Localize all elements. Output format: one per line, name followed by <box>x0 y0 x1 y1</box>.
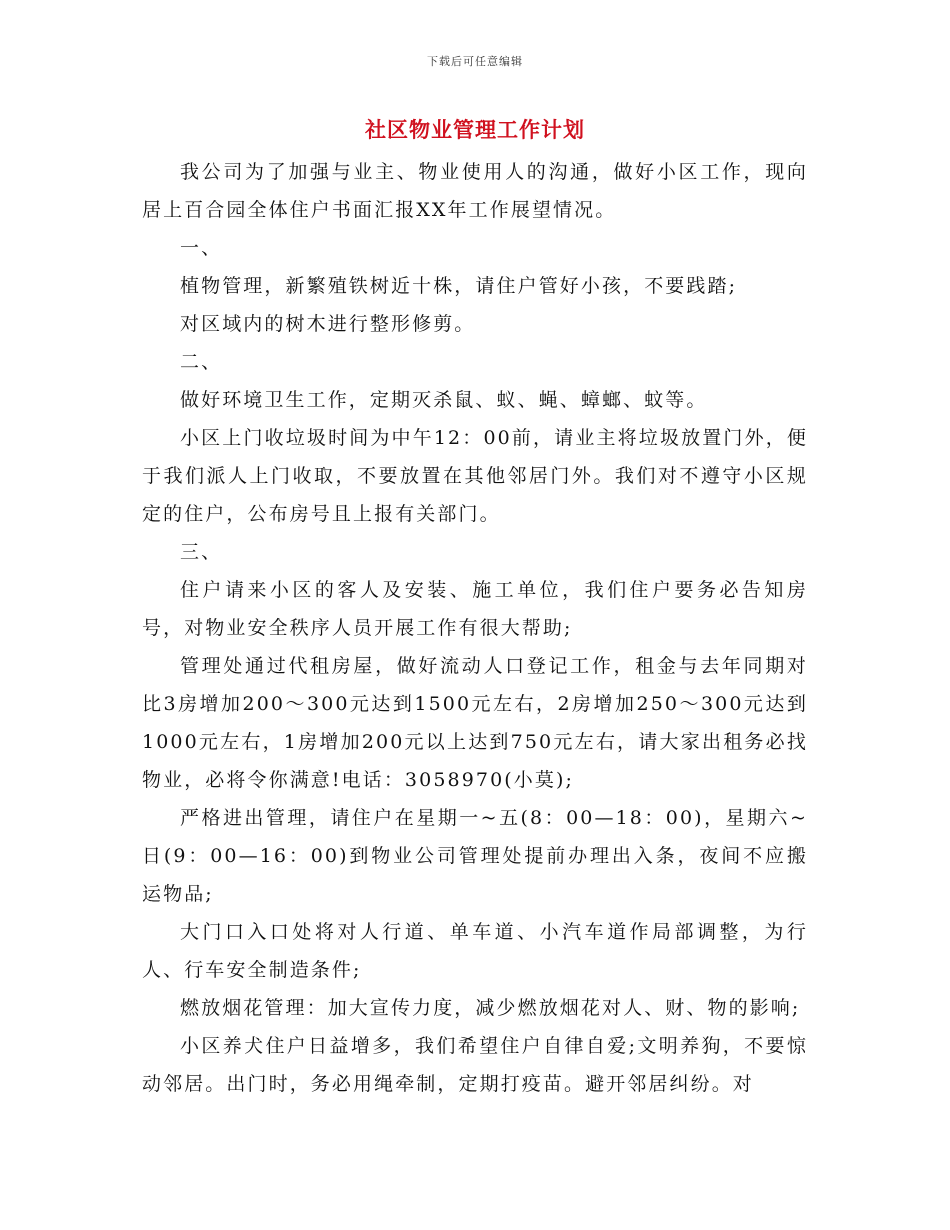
paragraph-tree-pruning: 对区域内的树木进行整形修剪。 <box>180 313 476 335</box>
paragraph-access-control: 严格进出管理，请住户在星期一~五(8：00—18：00)，星期六~日(9：00—16：00)到物业公司管理处提前办理出入条，夜间不应搬运物品; <box>142 807 808 905</box>
document-title: 社区物业管理工作计划 <box>365 117 585 142</box>
paragraph-dog-keeping: 小区养犬住户日益增多，我们希望住户自律自爱;文明养狗，不要惊动邻居。出门时，务必用绳牵制，定期打疫苗。避开邻居纠纷。对 <box>142 1035 808 1095</box>
document-body <box>142 153 808 1103</box>
paragraph-entrance-adjustment: 大门口入口处将对人行道、单车道、小汽车道作局部调整，为行人、行车安全制造条件; <box>142 921 808 981</box>
paragraph-intro: 我公司为了加强与业主、物业使用人的沟通，做好小区工作，现向居上百合园全体住户书面汇报XX年工作展望情况。 <box>142 161 808 221</box>
paragraph-fireworks: 燃放烟花管理：加大宣传力度，减少燃放烟花对人、财、物的影响; <box>180 997 801 1019</box>
section-heading-2: 二、 <box>180 351 223 373</box>
paragraph-sanitation: 做好环境卫生工作，定期灭杀鼠、蚁、蝇、蟑螂、蚊等。 <box>180 389 708 411</box>
paragraph-plant-management: 植物管理，新繁殖铁树近十株，请住户管好小孩，不要践踏; <box>180 275 738 297</box>
header-note: 下载后可任意编辑 <box>427 55 523 68</box>
paragraph-garbage-collection: 小区上门收垃圾时间为中午12：00前，请业主将垃圾放置门外，便于我们派人上门收取，不要放置在其他邻居门外。我们对不遵守小区规定的住户，公布房号且上报有关部门。 <box>142 427 808 525</box>
paragraph-rental: 管理处通过代租房屋，做好流动人口登记工作，租金与去年同期对比3房增加200～300元达到1500元左右，2房增加250～300元达到1000元左右，1房增加200元以上达到750元左右，请大家出租务必找物业，必将令你满意!电话：3058970(小莫); <box>142 655 808 791</box>
section-heading-3: 三、 <box>180 541 223 563</box>
section-heading-1: 一、 <box>180 237 223 259</box>
paragraph-visitors: 住户请来小区的客人及安装、施工单位，我们住户要务必告知房号，对物业安全秩序人员开展工作有很大帮助; <box>142 579 808 639</box>
